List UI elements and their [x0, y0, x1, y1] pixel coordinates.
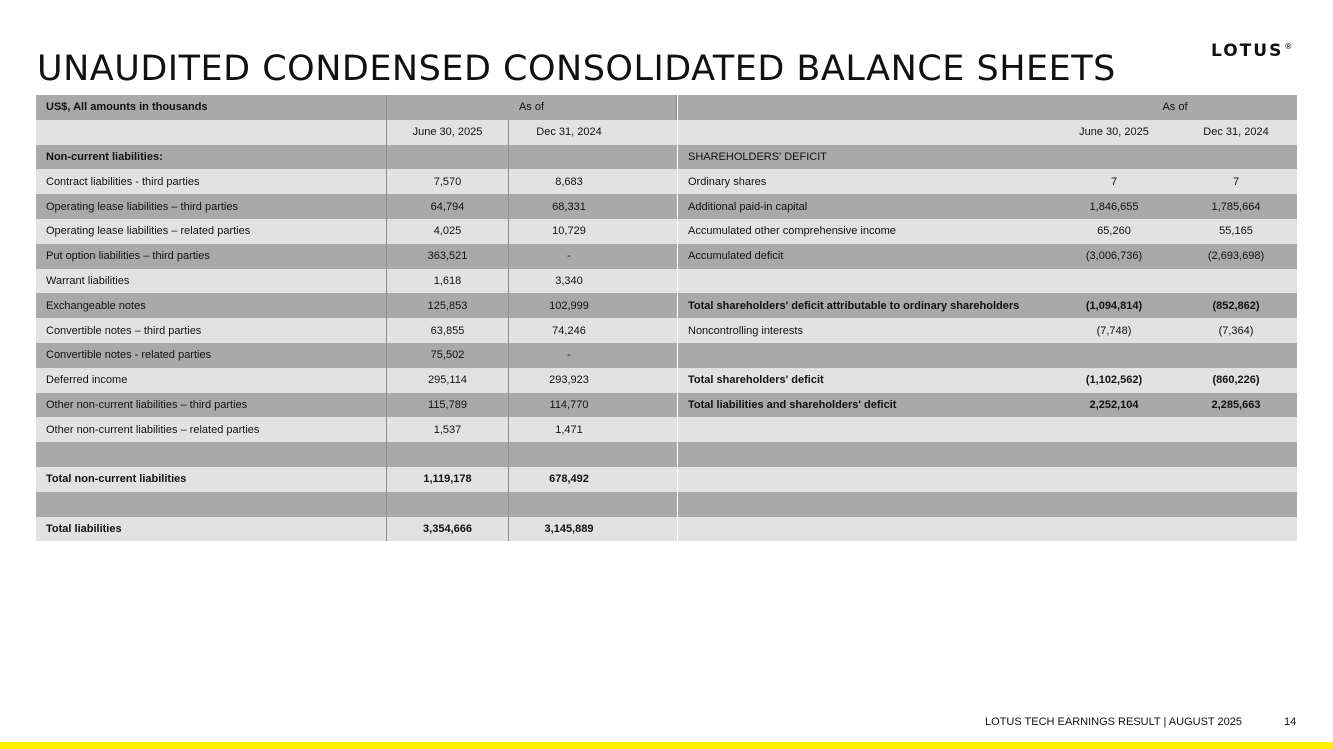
page-title: UNAUDITED CONDENSED CONSOLIDATED BALANCE SHEETS: [37, 49, 1116, 89]
table-row: [678, 219, 1297, 244]
table-header-row: [36, 95, 677, 120]
value-dec-2024: 68,331: [552, 200, 586, 213]
value-june-2025: 1,537: [387, 417, 509, 442]
value-june-2025: [387, 442, 509, 467]
value-dec-2024: [1175, 517, 1297, 542]
table-row: [36, 318, 677, 343]
value-june-2025: 3,354,666: [387, 517, 509, 542]
col-header-june-2025: June 30, 2025: [1079, 126, 1149, 139]
as-of-header: As of: [1162, 101, 1188, 114]
value-dec-2024: [509, 442, 677, 467]
row-label: [678, 467, 1053, 492]
row-label: Total shareholders' deficit attributable to ordinary shareholders: [688, 299, 1020, 312]
table-row: [678, 269, 1297, 294]
value-june-2025: [1053, 343, 1175, 368]
row-label: [678, 492, 1053, 517]
row-label: Ordinary shares: [688, 175, 767, 188]
value-june-2025: 75,502: [387, 343, 509, 368]
table-row: [678, 169, 1297, 194]
value-june-2025: [1053, 492, 1175, 517]
value-june-2025: 63,855: [387, 318, 509, 343]
value-dec-2024: -: [567, 349, 571, 362]
table-row: [678, 417, 1297, 442]
value-june-2025: [1053, 442, 1175, 467]
row-label: Non-current liabilities:: [36, 145, 387, 170]
row-label: Other non-current liabilities – third parties: [36, 393, 387, 418]
footer-text: LOTUS TECH EARNINGS RESULT | AUGUST 2025: [985, 716, 1242, 728]
row-label: Exchangeable notes: [36, 293, 387, 318]
value-dec-2024: 10,729: [552, 225, 586, 238]
value-dec-2024: (2,693,698): [1207, 250, 1265, 263]
table-row: [36, 368, 677, 393]
table-row: [36, 467, 677, 492]
table-row: [678, 318, 1297, 343]
registered-mark-icon: ®: [1284, 42, 1293, 51]
value-june-2025: 65,260: [1097, 225, 1131, 238]
table-row: [36, 442, 677, 467]
table-row: [678, 293, 1297, 318]
value-dec-2024: 7: [1232, 175, 1240, 188]
table-row: [678, 194, 1297, 219]
value-june-2025: [387, 145, 509, 170]
value-dec-2024: [1175, 269, 1297, 294]
value-dec-2024: (852,862): [1212, 299, 1260, 312]
table-row: [678, 517, 1297, 542]
value-dec-2024: 8,683: [555, 175, 583, 188]
table-row: [678, 368, 1297, 393]
row-label: Total shareholders' deficit: [688, 374, 824, 387]
row-label: Additional paid-in capital: [688, 200, 808, 213]
value-june-2025: 295,114: [387, 368, 509, 393]
row-label: [36, 492, 387, 517]
value-dec-2024: [1175, 442, 1297, 467]
row-label: Deferred income: [36, 368, 387, 393]
value-june-2025: [1053, 145, 1175, 170]
value-june-2025: 2,252,104: [1089, 398, 1139, 411]
value-june-2025: 115,789: [387, 393, 509, 418]
table-row: [36, 244, 677, 269]
table-row: [678, 393, 1297, 418]
value-dec-2024: 2,285,663: [1211, 398, 1261, 411]
row-label: [678, 417, 1053, 442]
page-number: 14: [1284, 716, 1297, 728]
value-dec-2024: 55,165: [1219, 225, 1253, 238]
row-label: [678, 343, 1053, 368]
value-dec-2024: 74,246: [552, 324, 586, 337]
table-row: [36, 293, 677, 318]
row-label: Accumulated other comprehensive income: [688, 225, 896, 238]
table-subheader-row: [678, 120, 1297, 145]
table-row: [678, 244, 1297, 269]
table-row: [36, 194, 677, 219]
value-dec-2024: [509, 492, 677, 517]
accent-bar: [0, 742, 1333, 749]
row-label: Total non-current liabilities: [36, 467, 387, 492]
table-row: [678, 343, 1297, 368]
value-june-2025: (3,006,736): [1085, 250, 1143, 263]
col-header-june-2025: June 30, 2025: [387, 120, 509, 145]
table-row: [678, 467, 1297, 492]
table-row: [36, 169, 677, 194]
row-label: Accumulated deficit: [688, 250, 784, 263]
row-label: Convertible notes - related parties: [36, 343, 387, 368]
table-row: [678, 145, 1297, 170]
value-dec-2024: [1175, 343, 1297, 368]
value-dec-2024: 3,145,889: [544, 522, 594, 535]
value-june-2025: [1053, 467, 1175, 492]
value-june-2025: [387, 492, 509, 517]
units-label: US$, All amounts in thousands: [36, 95, 387, 120]
value-dec-2024: (7,364): [1218, 324, 1254, 337]
value-dec-2024: [509, 145, 677, 170]
table-row: [678, 492, 1297, 517]
value-june-2025: (7,748): [1096, 324, 1132, 337]
lotus-logo: [1211, 41, 1292, 61]
row-label: [678, 442, 1053, 467]
row-label: Convertible notes – third parties: [36, 318, 387, 343]
row-label: Other non-current liabilities – related parties: [36, 417, 387, 442]
table-row: [36, 343, 677, 368]
table-row: [678, 442, 1297, 467]
value-dec-2024: 1,471: [555, 423, 583, 436]
value-june-2025: 64,794: [387, 194, 509, 219]
value-june-2025: (1,094,814): [1085, 299, 1143, 312]
table-row: [36, 219, 677, 244]
value-dec-2024: 293,923: [549, 374, 589, 387]
value-dec-2024: [1175, 417, 1297, 442]
value-june-2025: 7,570: [387, 169, 509, 194]
value-june-2025: 1,618: [387, 269, 509, 294]
row-label: Noncontrolling interests: [688, 324, 803, 337]
value-dec-2024: 114,770: [549, 398, 589, 411]
table-row: [36, 269, 677, 294]
shareholders-deficit-table: [678, 95, 1297, 541]
table-header-row: [678, 95, 1297, 120]
table-row: [36, 393, 677, 418]
value-june-2025: 7: [1110, 175, 1118, 188]
as-of-header: As of: [387, 95, 677, 120]
value-dec-2024: 1,785,664: [1211, 200, 1261, 213]
liabilities-table: [36, 95, 677, 541]
table-row: [36, 417, 677, 442]
value-dec-2024: 3,340: [555, 274, 583, 287]
logo-text: LOTUS: [1211, 41, 1284, 61]
value-june-2025: 1,846,655: [1089, 200, 1139, 213]
row-label: [678, 517, 1053, 542]
row-label: SHAREHOLDERS' DEFICIT: [688, 150, 828, 163]
row-label: Contract liabilities - third parties: [36, 169, 387, 194]
row-label: Warrant liabilities: [36, 269, 387, 294]
row-label: Total liabilities: [36, 517, 387, 542]
table-row: [36, 517, 677, 542]
row-label: [678, 269, 1053, 294]
row-label: Operating lease liabilities – third parties: [36, 194, 387, 219]
value-june-2025: 4,025: [387, 219, 509, 244]
row-label: Put option liabilities – third parties: [36, 244, 387, 269]
row-label: [36, 442, 387, 467]
value-june-2025: 125,853: [387, 293, 509, 318]
value-june-2025: [1053, 269, 1175, 294]
value-dec-2024: [1175, 145, 1297, 170]
col-header-dec-2024: Dec 31, 2024: [536, 126, 602, 139]
value-dec-2024: (860,226): [1212, 374, 1260, 387]
value-june-2025: [1053, 417, 1175, 442]
value-june-2025: [1053, 517, 1175, 542]
value-june-2025: 1,119,178: [387, 467, 509, 492]
value-june-2025: 363,521: [387, 244, 509, 269]
value-dec-2024: 102,999: [549, 299, 589, 312]
table-row: [36, 492, 677, 517]
table-row: [36, 145, 677, 170]
row-label: Operating lease liabilities – related parties: [36, 219, 387, 244]
value-dec-2024: [1175, 492, 1297, 517]
row-label: Total liabilities and shareholders' deficit: [688, 398, 897, 411]
col-header-dec-2024: Dec 31, 2024: [1203, 126, 1269, 139]
value-june-2025: (1,102,562): [1085, 374, 1143, 387]
table-subheader-row: [36, 120, 677, 145]
value-dec-2024: [1175, 467, 1297, 492]
value-dec-2024: 678,492: [549, 473, 589, 486]
value-dec-2024: -: [567, 250, 571, 263]
